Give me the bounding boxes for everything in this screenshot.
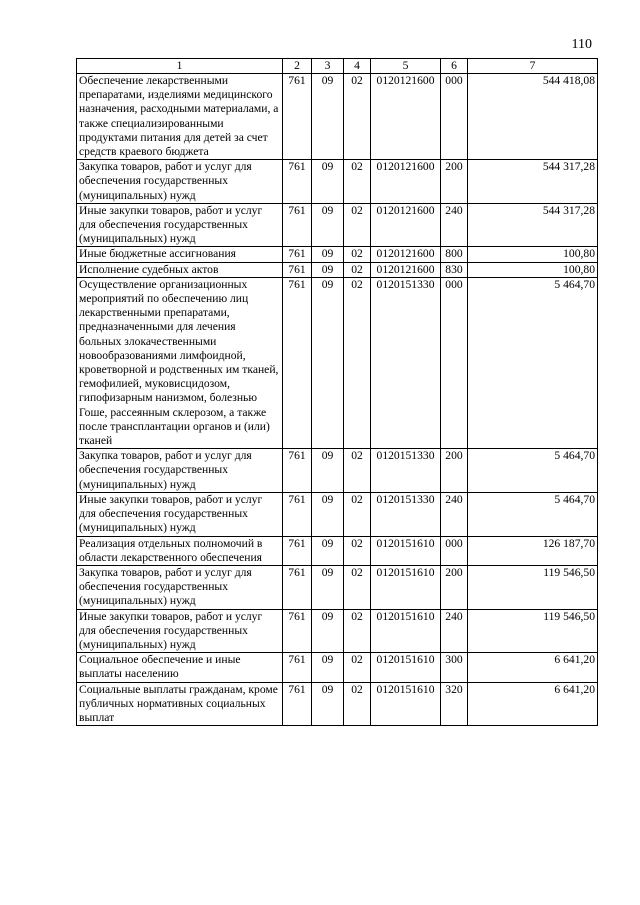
- row-c6: 240: [441, 203, 468, 247]
- row-name: Иные закупки товаров, работ и услуг для обеспечения государственных (муниципальных) нужд: [77, 203, 283, 247]
- table-row: [77, 653, 598, 682]
- row-name: Иные закупки товаров, работ и услуг для обеспечения государственных (муниципальных) нужд: [77, 609, 283, 653]
- row-c2: 761: [283, 262, 312, 277]
- row-c5: 0120121600: [371, 160, 441, 204]
- row-c2: 761: [283, 492, 312, 536]
- row-c6: 000: [441, 536, 468, 565]
- row-c5: 0120151610: [371, 536, 441, 565]
- table-row: [77, 247, 598, 262]
- header-cell: 3: [312, 59, 344, 74]
- row-c6: 240: [441, 609, 468, 653]
- row-c6: 830: [441, 262, 468, 277]
- row-c4: 02: [344, 74, 371, 160]
- row-c3: 09: [312, 203, 344, 247]
- row-name: Закупка товаров, работ и услуг для обеспечения государственных (муниципальных) нужд: [77, 565, 283, 609]
- row-c3: 09: [312, 536, 344, 565]
- row-c5: 0120151610: [371, 609, 441, 653]
- row-amount: 6 641,20: [468, 682, 598, 726]
- row-amount: 119 546,50: [468, 565, 598, 609]
- row-amount: 544 317,28: [468, 203, 598, 247]
- row-c6: 240: [441, 492, 468, 536]
- row-c6: 200: [441, 565, 468, 609]
- row-amount: 5 464,70: [468, 492, 598, 536]
- row-c5: 0120151330: [371, 492, 441, 536]
- row-c5: 0120121600: [371, 203, 441, 247]
- row-c3: 09: [312, 492, 344, 536]
- row-name: Иные бюджетные ассигнования: [77, 247, 283, 262]
- row-c3: 09: [312, 160, 344, 204]
- row-c6: 300: [441, 653, 468, 682]
- row-c5: 0120121600: [371, 262, 441, 277]
- row-c4: 02: [344, 565, 371, 609]
- row-c3: 09: [312, 449, 344, 493]
- row-c3: 09: [312, 653, 344, 682]
- row-c4: 02: [344, 536, 371, 565]
- row-amount: 126 187,70: [468, 536, 598, 565]
- table-row: [77, 536, 598, 565]
- row-amount: 119 546,50: [468, 609, 598, 653]
- header-cell: 5: [371, 59, 441, 74]
- row-name: Исполнение судебных актов: [77, 262, 283, 277]
- table-row: [77, 565, 598, 609]
- row-c3: 09: [312, 609, 344, 653]
- row-amount: 100,80: [468, 262, 598, 277]
- row-c3: 09: [312, 262, 344, 277]
- page-number: 110: [571, 37, 592, 52]
- header-cell: 1: [77, 59, 283, 74]
- row-name: Закупка товаров, работ и услуг для обеспечения государственных (муниципальных) нужд: [77, 449, 283, 493]
- row-name: Иные закупки товаров, работ и услуг для обеспечения государственных (муниципальных) нужд: [77, 492, 283, 536]
- table-row: [77, 74, 598, 160]
- row-amount: 100,80: [468, 247, 598, 262]
- row-c6: 200: [441, 449, 468, 493]
- row-c6: 200: [441, 160, 468, 204]
- row-c6: 320: [441, 682, 468, 726]
- table-row: [77, 682, 598, 726]
- row-c2: 761: [283, 74, 312, 160]
- row-name: Социальное обеспечение и иные выплаты населению: [77, 653, 283, 682]
- row-amount: 5 464,70: [468, 449, 598, 493]
- row-c4: 02: [344, 203, 371, 247]
- header-cell: 6: [441, 59, 468, 74]
- row-c5: 0120121600: [371, 74, 441, 160]
- row-amount: 544 317,28: [468, 160, 598, 204]
- row-c2: 761: [283, 449, 312, 493]
- header-cell: 4: [344, 59, 371, 74]
- table-row: [77, 262, 598, 277]
- row-c2: 761: [283, 682, 312, 726]
- row-c2: 761: [283, 203, 312, 247]
- row-name: Социальные выплаты гражданам, кроме публичных нормативных социальных выплат: [77, 682, 283, 726]
- row-c4: 02: [344, 160, 371, 204]
- row-amount: 5 464,70: [468, 277, 598, 448]
- row-c4: 02: [344, 247, 371, 262]
- budget-table: [76, 58, 598, 726]
- row-c2: 761: [283, 565, 312, 609]
- row-c2: 761: [283, 536, 312, 565]
- row-c2: 761: [283, 247, 312, 262]
- row-c4: 02: [344, 653, 371, 682]
- table-row: [77, 609, 598, 653]
- row-c2: 761: [283, 653, 312, 682]
- row-c5: 0120151610: [371, 565, 441, 609]
- row-c4: 02: [344, 449, 371, 493]
- row-c2: 761: [283, 609, 312, 653]
- row-c5: 0120151610: [371, 653, 441, 682]
- row-c4: 02: [344, 609, 371, 653]
- row-amount: 544 418,08: [468, 74, 598, 160]
- table-row: [77, 160, 598, 204]
- row-c5: 0120151330: [371, 449, 441, 493]
- row-c6: 800: [441, 247, 468, 262]
- table-row: [77, 492, 598, 536]
- row-c5: 0120151610: [371, 682, 441, 726]
- row-c3: 09: [312, 74, 344, 160]
- row-c4: 02: [344, 682, 371, 726]
- row-c6: 000: [441, 277, 468, 448]
- header-cell: 7: [468, 59, 598, 74]
- row-amount: 6 641,20: [468, 653, 598, 682]
- row-c6: 000: [441, 74, 468, 160]
- row-c4: 02: [344, 262, 371, 277]
- table-row: [77, 449, 598, 493]
- row-c3: 09: [312, 565, 344, 609]
- row-c4: 02: [344, 277, 371, 448]
- row-name: Закупка товаров, работ и услуг для обеспечения государственных (муниципальных) нужд: [77, 160, 283, 204]
- row-c3: 09: [312, 682, 344, 726]
- row-c5: 0120121600: [371, 247, 441, 262]
- header-row: [77, 59, 598, 74]
- header-cell: 2: [283, 59, 312, 74]
- table-row: [77, 203, 598, 247]
- row-c3: 09: [312, 277, 344, 448]
- row-c5: 0120151330: [371, 277, 441, 448]
- row-c4: 02: [344, 492, 371, 536]
- row-name: Осуществление организационных мероприятий по обеспечению лиц лекарственными препаратами, предназначенными для лечения больных злокачественными новообразованиями лимфоидной, кроветворной и родственных им тканей, гемофилией, муковисцидозом, гипофизарным нанизмом, болезнью Гоше, рассеянным склерозом, а также после трансплантации органов и (или) тканей: [77, 277, 283, 448]
- table-row: [77, 277, 598, 448]
- row-c3: 09: [312, 247, 344, 262]
- row-c2: 761: [283, 160, 312, 204]
- row-name: Обеспечение лекарственными препаратами, изделиями медицинского назначения, расходными материалами, а также специализированными продуктами питания для детей за счет средств краевого бюджета: [77, 74, 283, 160]
- row-name: Реализация отдельных полномочий в области лекарственного обеспечения: [77, 536, 283, 565]
- row-c2: 761: [283, 277, 312, 448]
